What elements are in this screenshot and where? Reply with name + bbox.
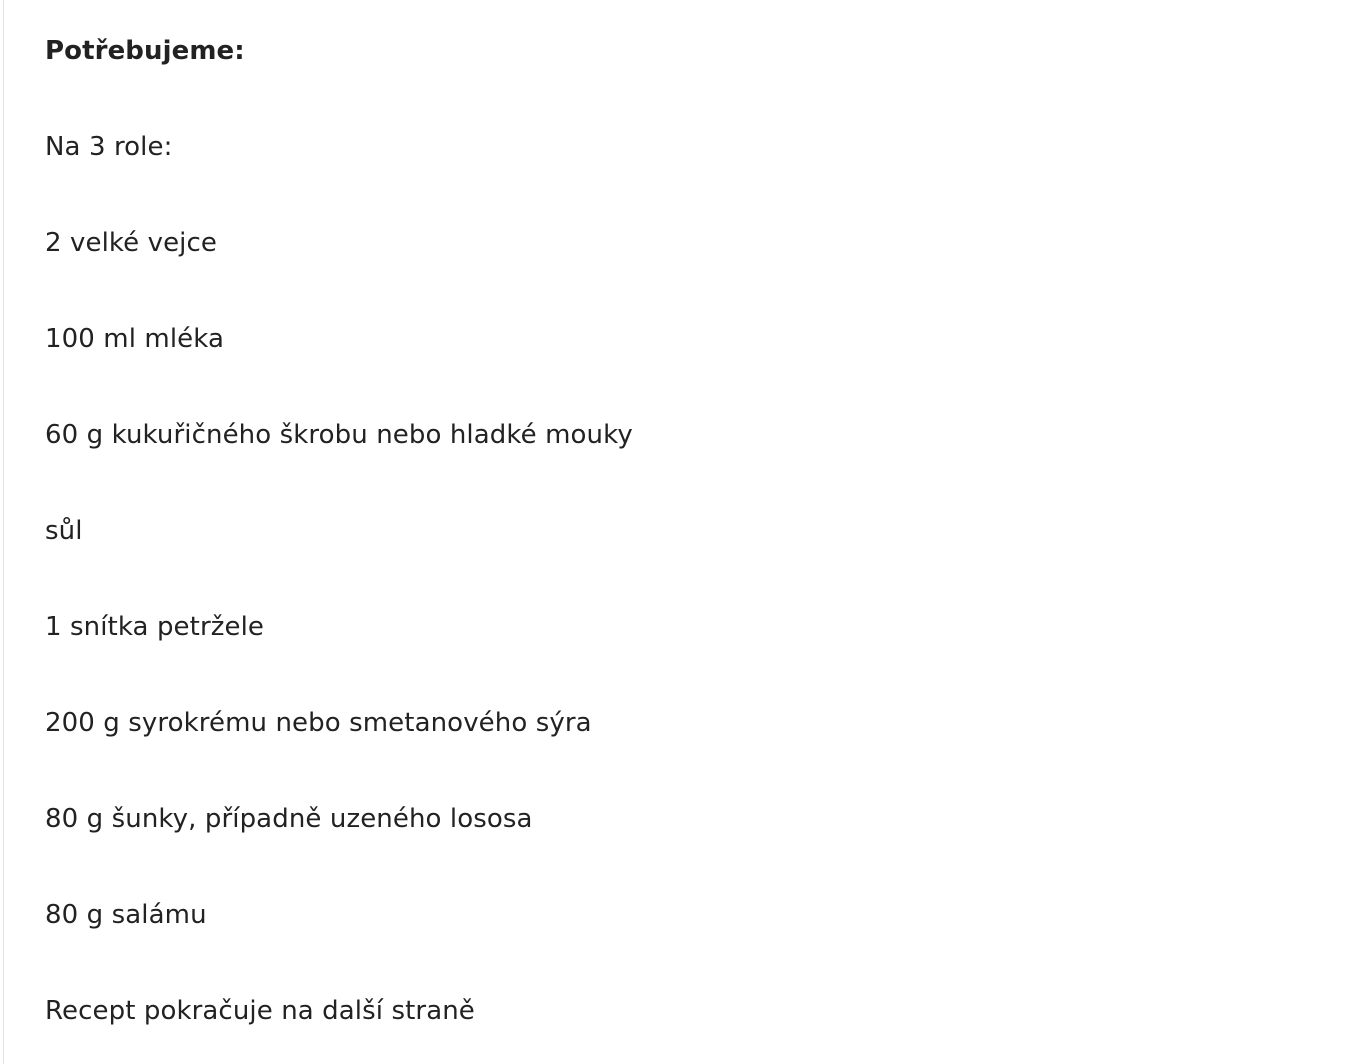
ingredients-heading: Potřebujeme:: [45, 36, 245, 66]
recipe-document: [3, 0, 1352, 1064]
servings-line: Na 3 role:: [45, 132, 173, 162]
ingredient-item: 100 ml mléka: [45, 324, 224, 354]
ingredient-item: 60 g kukuřičného škrobu nebo hladké mouky: [45, 420, 633, 450]
ingredient-item: 200 g syrokrému nebo smetanového sýra: [45, 708, 592, 738]
continuation-note: Recept pokračuje na další straně: [45, 996, 475, 1026]
ingredient-item: 1 snítka petržele: [45, 612, 264, 642]
ingredient-item: 2 velké vejce: [45, 228, 218, 258]
ingredient-item: 80 g šunky, případně uzeného lososa: [45, 804, 533, 834]
ingredient-item: 80 g salámu: [45, 900, 207, 930]
ingredient-item: sůl: [45, 516, 83, 546]
